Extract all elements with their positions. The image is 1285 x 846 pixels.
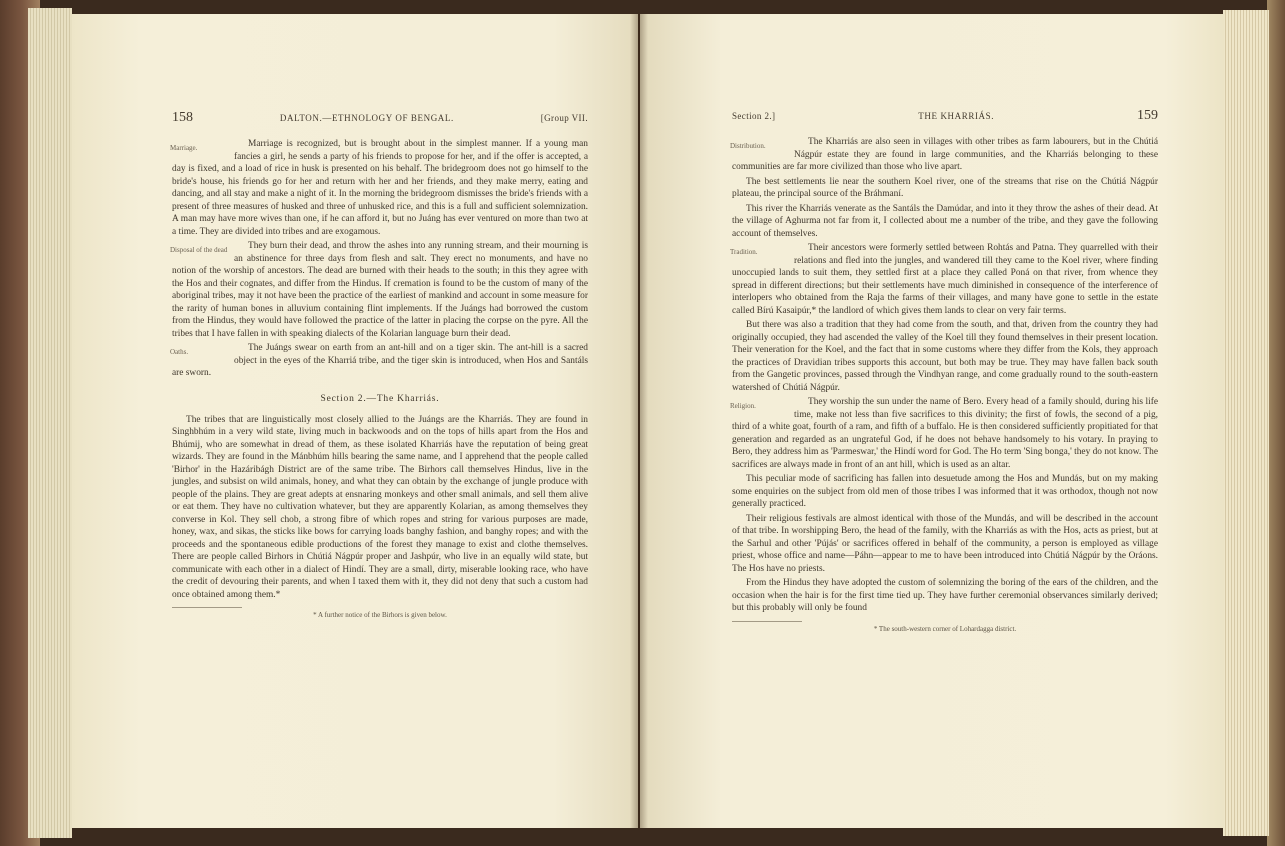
- right-running-title: THE KHARRIÁS.: [918, 111, 995, 121]
- paragraph-disposal: Disposal of the dead They burn their dead, and throw the ashes into any running stream, and their mourning is an abstinence for three days from flesh and salt. They erect no monuments, and have no notion of the worship of ancestors. The dead are burned with their heads to the south; in this they agree with the Hos and their cognates, and differ from the Hindus. If cremation is found to be the custom of many of the aboriginal tribes, may it not have been the practice of the earliest of mankind and account in some measure for the rarity of human bones in alluvium containing flint implements. If the Juángs had borrowed the custom from the Hindus, they would have followed the practice of the latter in placing the corpse on the pyre. All the tribes that I have fallen in with speaking dialects of the Kolarian language burn their dead.: [170, 241, 588, 339]
- sidenote-disposal: Disposal of the dead: [170, 246, 228, 254]
- page-edges-right: [1223, 10, 1269, 836]
- book-gutter: [630, 14, 648, 828]
- left-page: [72, 14, 638, 828]
- paragraph-sacrifice-mode: This peculiar mode of sacrificing has fallen into desuetude among the Hos and Mundás, but on my making some enquiries on the subject from old men of those tribes I was informed that it was orthodox, though not now generally practiced.: [732, 474, 1158, 509]
- footnote-rule: [172, 607, 242, 608]
- paragraph-marriage: Marriage. Marriage is recognized, but is brought about in the simplest manner. If a young man fancies a girl, he sends a party of his friends to propose for her, and if the offer is accepted, a day is fixed, and a load of rice in husk is presented on his behalf. The bridegroom does not go himself to the bride's house, his friends go for her and return with her and her friends, and they make merry, eating and dancing, and all stay and make a night of it. In the morning the bridegroom dismisses the bride's friends with a present of three measures of husked and three of unhusked rice, and this is a full and sufficient solemnization. A man may have more wives than one, if he can afford it, but no Juáng has ever ventured on more than two at a time. They are divided into tribes and are exogamous.: [170, 139, 588, 237]
- right-section-label: Section 2.]: [732, 111, 776, 121]
- sidenote-distribution: Distribution.: [730, 142, 766, 150]
- left-running-head: [172, 110, 588, 126]
- paragraph-religion: Religion. They worship the sun under the name of Bero. Every head of a family should, during his life time, make not less than five sacrifices to this divinity; the first of fowls, the second of a pig, third of a white goat, fourth of a ram, and fifth of a buffalo. He is then considered sufficiently propitiated for that generation and regarded as an ungrateful God, if he does not behave handsomely to his votary. In praying to Bero, they address him as 'Parmeswar,' the Hindí word for God. The Ho term 'Sing bonga,' they do not know. The sacrifices are always made in front of an ant hill, which is used as an altar.: [730, 397, 1158, 470]
- paragraph-oaths: Oaths. The Juángs swear on earth from an ant-hill and on a tiger skin. The ant-hill is a sacred object in the eyes of the Kharriá tribe, and the tiger skin is introduced, when Hos and Santáls are sworn.: [170, 343, 588, 378]
- right-running-head: [732, 108, 1158, 124]
- paragraph-south-tradition: But there was also a tradition that they had come from the south, and that, driven from the country they had originally occupied, they had ascended the valley of the Koel till they found themselves in their present location. Their veneration for the Koel, and the fact that in some customs where they differ from the Kols, they approach the practices of Dravidian tribes supports this account, but both may be true. They may have fallen back south from the Gangetic provinces, passed through the Vindhyan range, and come gradually round to the south-eastern watershed of Chútiá Nágpúr.: [732, 320, 1158, 393]
- sidenote-oaths: Oaths.: [170, 348, 189, 356]
- left-group-label: [Group VII.: [540, 113, 588, 123]
- right-footnote: * The south-western corner of Lohardagga district.: [873, 624, 1017, 633]
- right-page-number: 159: [1137, 108, 1158, 123]
- paragraph-tradition: Tradition. Their ancestors were formerly settled between Rohtás and Patna. They quarrelled with their relations and fled into the jungles, and wandered till they came to the Koel river, where finding unoccupied lands to suit them, they settled first at a place they called Poná on that river, from whence they spread in different directions; but their settlements have much diminished in consequence of the interference of interlopers who obtained from the Raja the farms of their villages, and many have gone to settle in the estate called Bírú Kasaipúr,* the landlord of which gives them lands to clear on very fair terms.: [730, 243, 1158, 316]
- sidenote-tradition: Tradition.: [730, 248, 758, 256]
- paragraph-distribution: Distribution. The Kharriás are also seen in villages with other tribes as farm labourers, but in the Chútiá Nágpúr estate they are found in large communities, and the Kharriás belonging to these communities are far more civilized than those who live apart.: [730, 137, 1158, 172]
- sidenote-marriage: Marriage.: [170, 144, 198, 152]
- section-heading: Section 2.—The Kharriás.: [320, 393, 440, 404]
- left-page-number: 158: [172, 110, 193, 125]
- paragraph-kharrias-intro: The tribes that are linguistically most closely allied to the Juángs are the Kharriás. They are found in Singhbhúm in a very wild state, living much in backwoods and on the tops of hills apart from the Hos and Bhúmij, who are somewhat in dread of them, as these isolated Kharriás have the reputation of being great wizards. They are found in the Mánbhúm hills bearing the same name, and I apprehend that the people called 'Birhor' in the Hazáribágh District are of the same tribe. The Birhors call themselves Hindus, live in the jungles, and subsist on wild animals, honey, and what they can obtain by the exchange of jungle produce with people of the plains. They are great adepts at ensnaring monkeys and other small animals, and sell them alive or eat them. They have no cultivation whatever, but they are apparently Kolarian, as among themselves they converse in Kol. They sell chob, a strong fibre of which ropes and string for various purposes are made, honey, wax, and sikas, the sticks like bows for carrying loads banghy fashion, and banghy ropes; and with the proceeds and the spontaneous edible productions of the forest they manage to exist and clothe themselves. There are people called Birhors in Chútiá Nágpúr proper and Jashpúr, who live in an equally wild state, but communicate with each other in a dialect of Hindí. They are a small, dirty, miserable looking race, who have the credit of devouring their parents, and when I taxed them with it, they did not deny that such a custom had once obtained among them.*: [172, 414, 588, 600]
- paragraph-hindu-customs: From the Hindus they have adopted the custom of solemnizing the boring of the ears of the children, and the occasion when the hair is for the first time tied up. They have further ceremonial observances similarly derived; but this probably will only be found: [732, 578, 1158, 613]
- left-footnote: * A further notice of the Birhors is given below.: [313, 611, 447, 619]
- footnote-rule: [732, 621, 802, 622]
- paragraph-river: This river the Kharriás venerate as the Santáls the Damúdar, and into it they throw the ashes of their dead. At the village of Aghurma not far from it, I collected about me a number of the tribe, and they gave the following account of themselves.: [732, 203, 1158, 239]
- left-running-title: DALTON.—ETHNOLOGY OF BENGAL.: [279, 113, 454, 123]
- book-cover-right: [1267, 0, 1285, 846]
- page-edges-left: [28, 8, 72, 838]
- right-page: [640, 14, 1224, 828]
- paragraph-settlements: The best settlements lie near the southern Koel river, one of the streams that rise on the Chútiá Nágpúr plateau, the principal source of the Bráhmaní.: [732, 176, 1158, 199]
- sidenote-religion: Religion.: [730, 402, 756, 410]
- paragraph-festivals: Their religious festivals are almost identical with those of the Mundás, and will be described in the account of that tribe. In worshipping Bero, the head of the family, with the Kharriás as with the Hos, acts as priest, but at the Sarhul and other 'Pújás' or sacrifices offered in behalf of the community, a person is employed as village priest, whose office and name—Páhn—appear to me to have been introduced into Chútiá Nágpúr by the Oráons. The Hos have no priests.: [732, 513, 1158, 574]
